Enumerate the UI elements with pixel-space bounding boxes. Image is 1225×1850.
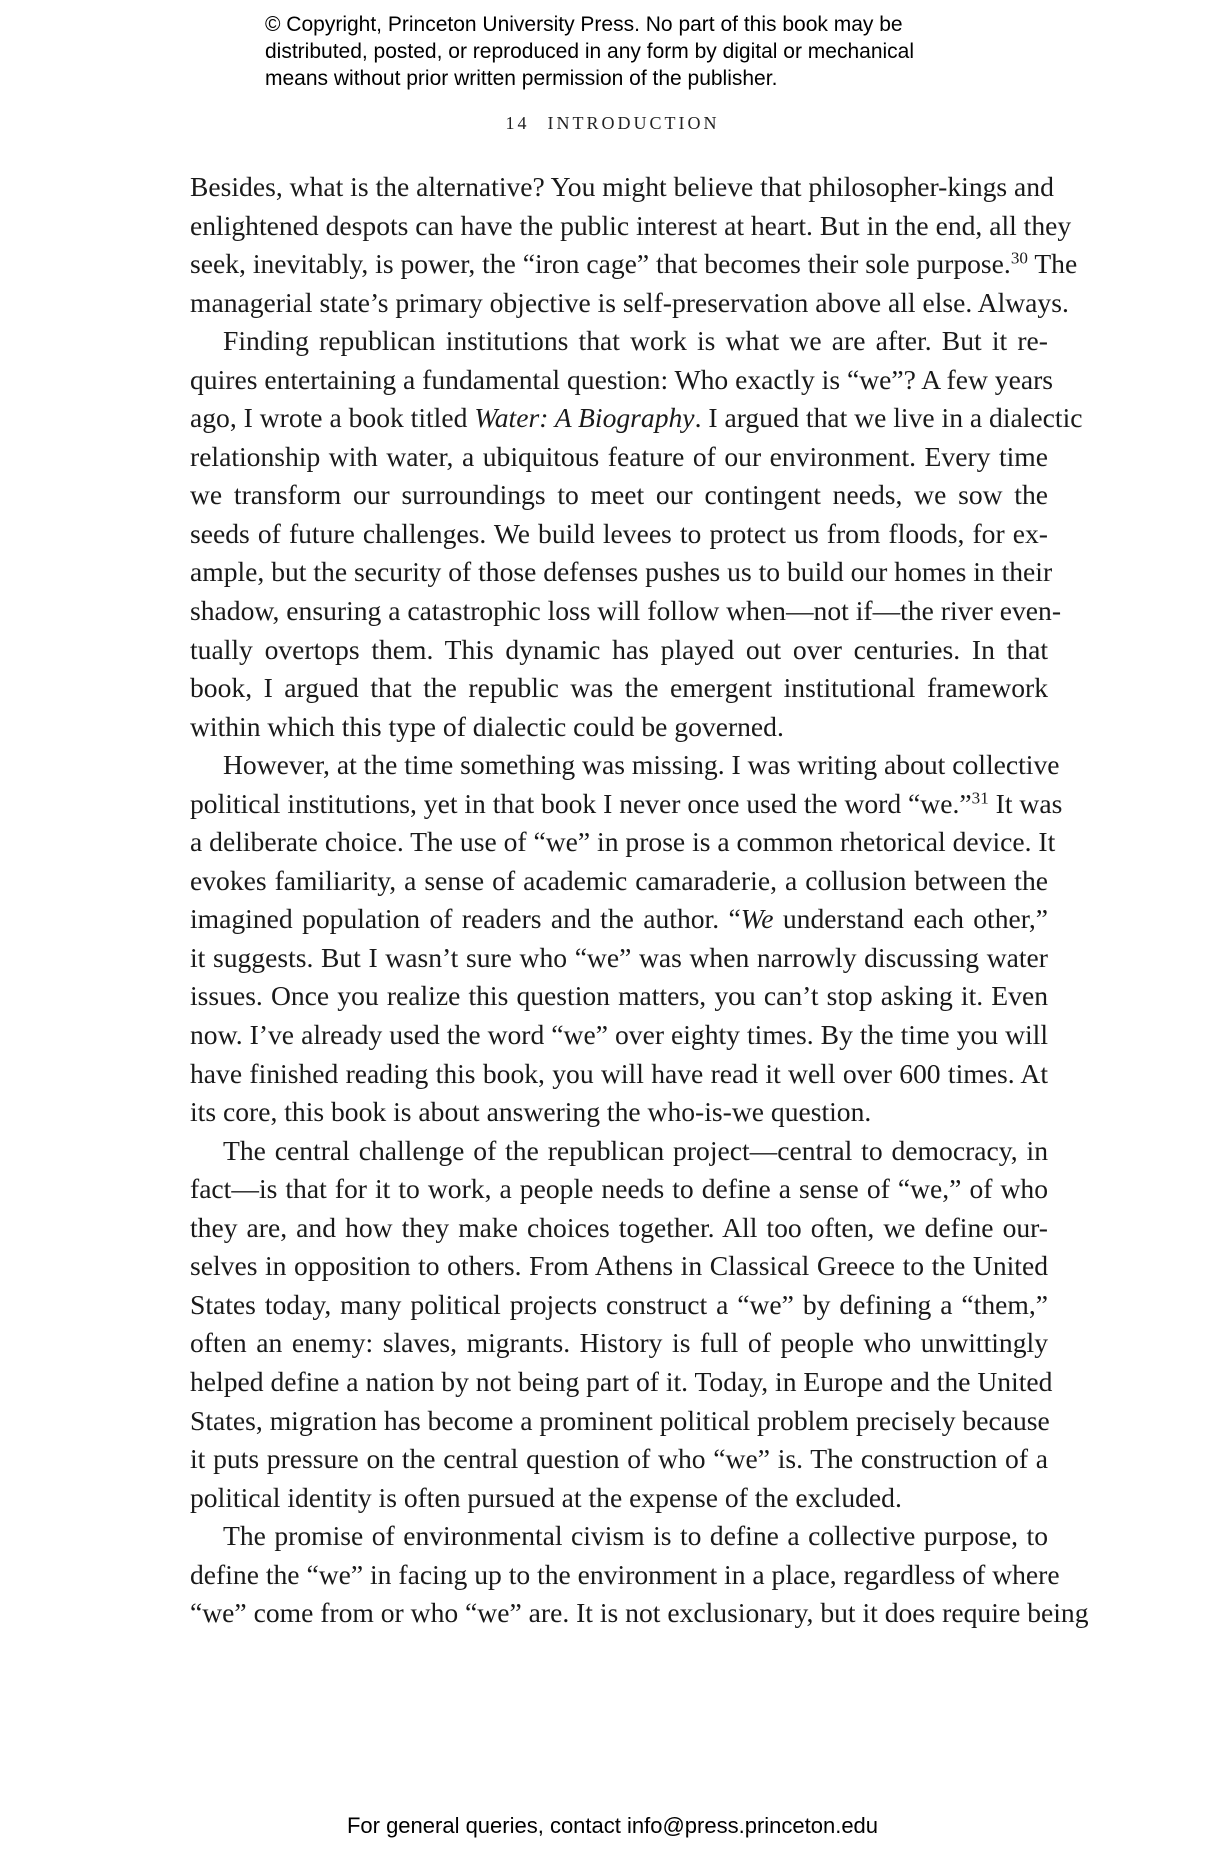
text-line: selves in opposition to others. From Athens in Classical Greece to the United xyxy=(190,1250,1048,1282)
text-line: The promise of environmental civism is to define a collective purpose, to xyxy=(223,1520,1048,1552)
text-line: Finding republican institutions that work is what we are after. But it re- xyxy=(223,325,1048,357)
text-run: understand each other,” xyxy=(773,903,1048,935)
text-run: ago, I wrote a book titled xyxy=(190,402,468,434)
text-line: “we” come from or who “we” are. It is not exclusionary, but it does require being xyxy=(190,1597,1089,1629)
text-run: seek, inevitably, is power, the “iron cage” that becomes their sole purpose. xyxy=(190,248,1011,280)
text-line: States, migration has become a prominent political problem precisely because xyxy=(190,1404,1050,1436)
text-line: it suggests. But I wasn’t sure who “we” was when narrowly discussing water xyxy=(190,941,1048,973)
text-run: . I argued that we live in a dialectic xyxy=(694,402,1083,434)
endnote-marker: 30 xyxy=(1010,248,1028,268)
text-line: often an enemy: slaves, migrants. History is full of people who unwittingly xyxy=(190,1327,1048,1359)
text-run: political institutions, yet in that book I never once used the word “we.” xyxy=(190,787,972,819)
text-line: relationship with water, a ubiquitous feature of our environment. Every time xyxy=(190,440,1048,472)
book-title: Water: A Biography xyxy=(474,402,695,434)
italic-word: We xyxy=(740,903,774,935)
text-line: tually overtops them. This dynamic has played out over centuries. In that xyxy=(190,633,1048,665)
copyright-line: means without prior written permission of the publisher. xyxy=(265,67,778,90)
text-line xyxy=(190,785,1063,824)
running-title: INTRODUCTION xyxy=(547,113,720,133)
text-line: its core, this book is about answering the who-is-we question. xyxy=(190,1096,872,1128)
running-head xyxy=(0,113,1225,134)
text-line: Besides, what is the alternative? You might believe that philosopher-kings and xyxy=(190,171,1054,202)
text-line: now. I’ve already used the word “we” over eighty times. By the time you will xyxy=(190,1019,1048,1051)
text-line: a deliberate choice. The use of “we” in prose is a common rhetorical device. It xyxy=(190,826,1056,858)
text-run: imagined population of readers and the author. “ xyxy=(190,903,741,935)
text-line: The central challenge of the republican project—central to democracy, in xyxy=(223,1134,1048,1166)
text-line: quires entertaining a fundamental question: Who exactly is “we”? A few years xyxy=(190,363,1054,395)
page-number: 14 xyxy=(505,113,530,133)
text-line: seeds of future challenges. We build levees to protect us from floods, for ex- xyxy=(190,517,1048,549)
text-line xyxy=(190,900,1048,939)
text-line: political identity is often pursued at the expense of the excluded. xyxy=(190,1481,902,1513)
copyright-line: © Copyright, Princeton University Press. No part of this book may be xyxy=(265,13,903,36)
copyright-notice xyxy=(265,11,1025,92)
text-line: define the “we” in facing up to the environment in a place, regardless of where xyxy=(190,1558,1060,1590)
text-line: enlightened despots can have the public interest at heart. But in the end, all they xyxy=(190,209,1072,241)
endnote-marker: 31 xyxy=(971,788,989,808)
text-line: States today, many political projects construct a “we” by defining a “them,” xyxy=(190,1288,1048,1320)
text-line: have finished reading this book, you will have read it well over 600 times. At xyxy=(190,1057,1048,1089)
text-run: It was xyxy=(988,787,1063,819)
text-line: we transform our surroundings to meet our contingent needs, we sow the xyxy=(190,479,1048,511)
text-line: helped define a nation by not being part of it. Today, in Europe and the United xyxy=(190,1365,1053,1397)
text-line: However, at the time something was missing. I was writing about collective xyxy=(223,749,1060,781)
footer-contact: For general queries, contact info@press.princeton.edu xyxy=(346,1813,879,1838)
body-text xyxy=(190,168,1089,1633)
text-line: book, I argued that the republic was the emergent institutional framework xyxy=(190,672,1048,704)
text-line: managerial state’s primary objective is self-preservation above all else. Always. xyxy=(190,286,1069,318)
text-run: The xyxy=(1027,248,1078,280)
text-line xyxy=(190,399,1083,438)
text-line: it puts pressure on the central question of who “we” is. The construction of a xyxy=(190,1443,1048,1475)
text-line: issues. Once you realize this question matters, you can’t stop asking it. Even xyxy=(190,980,1048,1012)
text-line: fact—is that for it to work, a people needs to define a sense of “we,” of who xyxy=(190,1173,1048,1205)
text-line: shadow, ensuring a catastrophic loss will follow when—not if—the river even- xyxy=(190,595,1062,627)
text-line: ample, but the security of those defenses pushes us to build our homes in their xyxy=(190,556,1053,588)
text-line xyxy=(190,245,1078,284)
text-line: within which this type of dialectic could be governed. xyxy=(190,710,784,742)
text-line: they are, and how they make choices together. All too often, we define our- xyxy=(190,1211,1048,1243)
copyright-line: distributed, posted, or reproduced in any form by digital or mechanical xyxy=(265,40,915,63)
text-line: evokes familiarity, a sense of academic camaraderie, a collusion between the xyxy=(190,864,1048,896)
